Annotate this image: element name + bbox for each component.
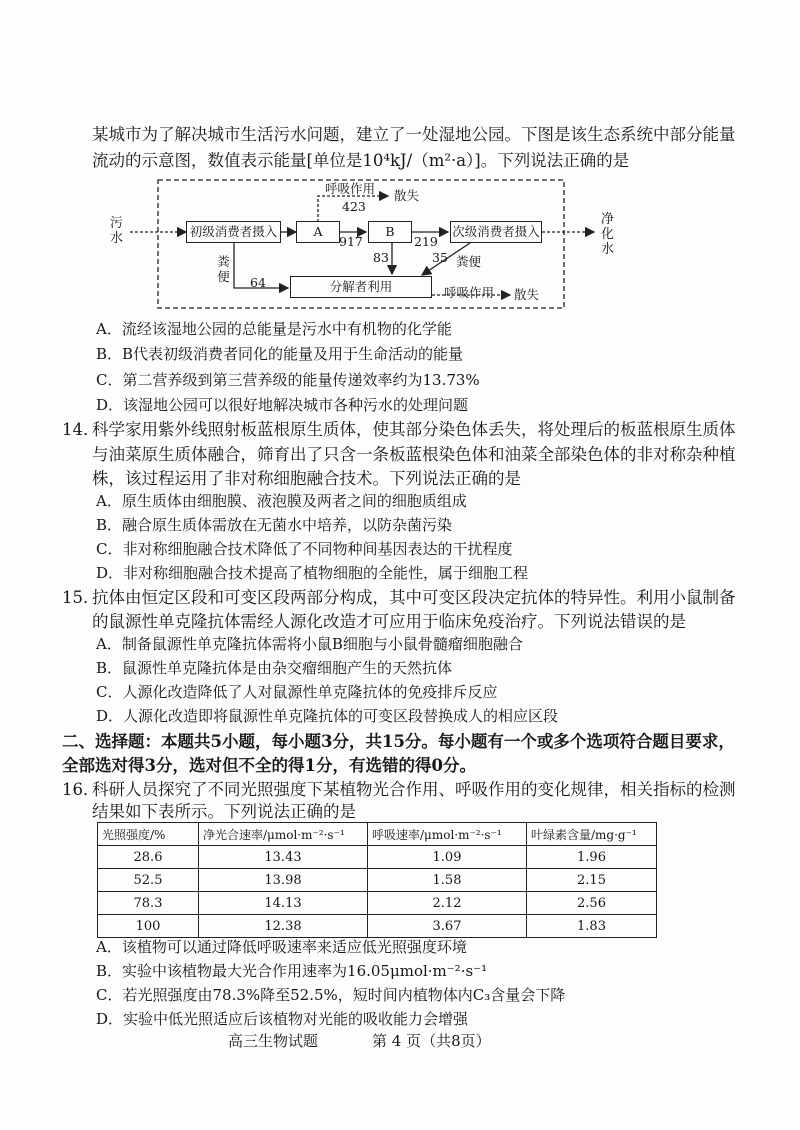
q14-stem-line1: 科学家用紫外线照射板蓝根原生质体，使其部分染色体丢失，将处理后的板蓝根原生质体: [92, 420, 736, 439]
table-cell: 28.6: [98, 846, 199, 869]
q13-option-c: C．第二营养级到第三营养级的能量传递效率约为13.73%: [96, 371, 480, 389]
table-cell: 14.13: [199, 892, 368, 915]
footer-page-number: 第 4 页（共8页）: [372, 1032, 491, 1050]
resp-top-value: 423: [342, 199, 366, 214]
section2-line2: 全部选对得3分，选对但不全的得1分，有选错的得0分。: [62, 756, 476, 775]
q15-option-b: B．鼠源性单克隆抗体是由杂交瘤细胞产生的天然抗体: [96, 659, 453, 677]
value-b-down: 83: [373, 250, 389, 265]
q13-option-b: B．B代表初级消费者同化的能量及用于生命活动的能量: [96, 345, 464, 363]
q13-option-a: A．流经该湿地公园的总能量是污水中有机物的化学能: [96, 320, 452, 338]
table-cell: 1.58: [368, 869, 527, 892]
table-cell: 13.43: [199, 846, 368, 869]
value-a-to-b: 917: [339, 234, 363, 249]
box-decomposer: 分解者利用: [290, 276, 432, 298]
q13-option-d: D．该湿地公园可以很好地解决城市各种污水的处理问题: [96, 396, 469, 414]
q16-option-b: B．实验中该植物最大光合作用速率为16.05μmol·m⁻²·s⁻¹: [96, 962, 488, 980]
table-header-cell: 叶绿素含量/mg·g⁻¹: [527, 823, 657, 846]
sewage-label: 污水: [109, 216, 123, 246]
q15-option-c: C．人源化改造降低了人对鼠源性单克隆抗体的免疫排斥反应: [96, 683, 498, 701]
table-cell: 3.67: [368, 915, 527, 938]
q14-option-b: B．融合原生质体需放在无菌水中培养，以防杂菌污染: [96, 516, 453, 534]
table-row: [98, 892, 657, 915]
table-cell: 2.12: [368, 892, 527, 915]
q14-option-a: A．原生质体由细胞膜、液泡膜及两者之间的细胞质组成: [96, 492, 467, 510]
box-secondary-consumer-intake: 次级消费者摄入: [450, 221, 542, 243]
purified-water-label: 净化水: [600, 212, 614, 257]
table-cell: 2.56: [527, 892, 657, 915]
q14-stem-line3: 株，该过程运用了非对称细胞融合技术。下列说法正确的是: [92, 469, 521, 488]
q16-stem-line1: 科研人员探究了不同光照强度下某植物光合作用、呼吸作用的变化规律，相关指标的检测: [92, 780, 736, 799]
q15-option-d: D．人源化改造即将鼠源性单克隆抗体的可变区段替换成人的相应区段: [96, 707, 559, 725]
q14-option-d: D．非对称细胞融合技术提高了植物细胞的全能性，属于细胞工程: [96, 564, 529, 582]
value-b-to-secondary: 219: [414, 234, 438, 249]
q16-option-a: A．该植物可以通过降低呼吸速率来适应低光照强度环境: [96, 938, 467, 956]
table-cell: 100: [98, 915, 199, 938]
value-feces-left: 64: [250, 275, 266, 290]
q16-stem-line2: 结果如下表所示。下列说法正确的是: [92, 802, 356, 821]
table-cell: 1.83: [527, 915, 657, 938]
q14-number: 14．: [62, 420, 100, 439]
table-cell: 1.96: [527, 846, 657, 869]
table-cell: 78.3: [98, 892, 199, 915]
q15-stem-line1: 抗体由恒定区段和可变区段两部分构成，其中可变区段决定抗体的特异性。利用小鼠制备: [92, 588, 736, 607]
loss-bottom-label: 散失: [514, 287, 540, 302]
q13-stem-line2: 流动的示意图，数值表示能量[单位是10⁴kJ/（m²·a）]。下列说法正确的是: [92, 151, 630, 170]
table-header-cell: 净光合速率/μmol·m⁻²·s⁻¹: [199, 823, 368, 846]
q14-stem-line2: 与油菜原生质体融合，筛育出了只含一条板蓝根染色体和油菜全部染色体的非对称杂种植: [92, 445, 736, 464]
resp-top-label: 呼吸作用: [325, 181, 376, 196]
box-primary-consumer-intake: 初级消费者摄入: [186, 221, 281, 243]
box-a: A: [296, 221, 340, 243]
table-cell: 2.15: [527, 869, 657, 892]
table-row: [98, 869, 657, 892]
table-cell: 13.98: [199, 869, 368, 892]
q15-number: 15．: [62, 588, 100, 607]
q15-option-a: A．制备鼠源性单克隆抗体需将小鼠B细胞与小鼠骨髓瘤细胞融合: [96, 635, 523, 653]
table-row: [98, 846, 657, 869]
table-cell: 52.5: [98, 869, 199, 892]
feces-right-label: 粪便: [456, 254, 482, 269]
footer-subject: 高三生物试题: [228, 1032, 319, 1050]
q13-stem-line1: 某城市为了解决城市生活污水问题，建立了一处湿地公园。下图是该生态系统中部分能量: [92, 125, 736, 144]
light-intensity-table: [97, 822, 657, 938]
section2-line1: 二、选择题：本题共5小题，每小题3分，共15分。每小题有一个或多个选项符合题目要求，: [62, 732, 735, 751]
loss-top-label: 散失: [394, 188, 420, 203]
table-header-cell: 光照强度/%: [98, 823, 199, 846]
table-header-row: [98, 823, 657, 846]
table-cell: 12.38: [199, 915, 368, 938]
q16-option-c: C．若光照强度由78.3%降至52.5%，短时间内植物体内C₃含量会下降: [96, 986, 566, 1004]
q15-stem-line2: 的鼠源性单克隆抗体需经人源化改造才可应用于临床免疫治疗。下列说法错误的是: [92, 612, 686, 631]
value-secondary-down: 35: [432, 250, 448, 265]
q14-option-c: C．非对称细胞融合技术降低了不同物种间基因表达的干扰程度: [96, 540, 513, 558]
table-row: [98, 915, 657, 938]
table-header-cell: 呼吸速率/μmol·m⁻²·s⁻¹: [368, 823, 527, 846]
box-b: B: [368, 221, 412, 243]
q16-option-d: D．实验中低光照适应后该植物对光能的吸收能力会增强: [96, 1010, 469, 1028]
feces-left-label: 粪便: [217, 254, 230, 284]
resp-bottom-label: 呼吸作用: [444, 285, 495, 300]
q16-number: 16．: [62, 780, 100, 799]
table-cell: 1.09: [368, 846, 527, 869]
